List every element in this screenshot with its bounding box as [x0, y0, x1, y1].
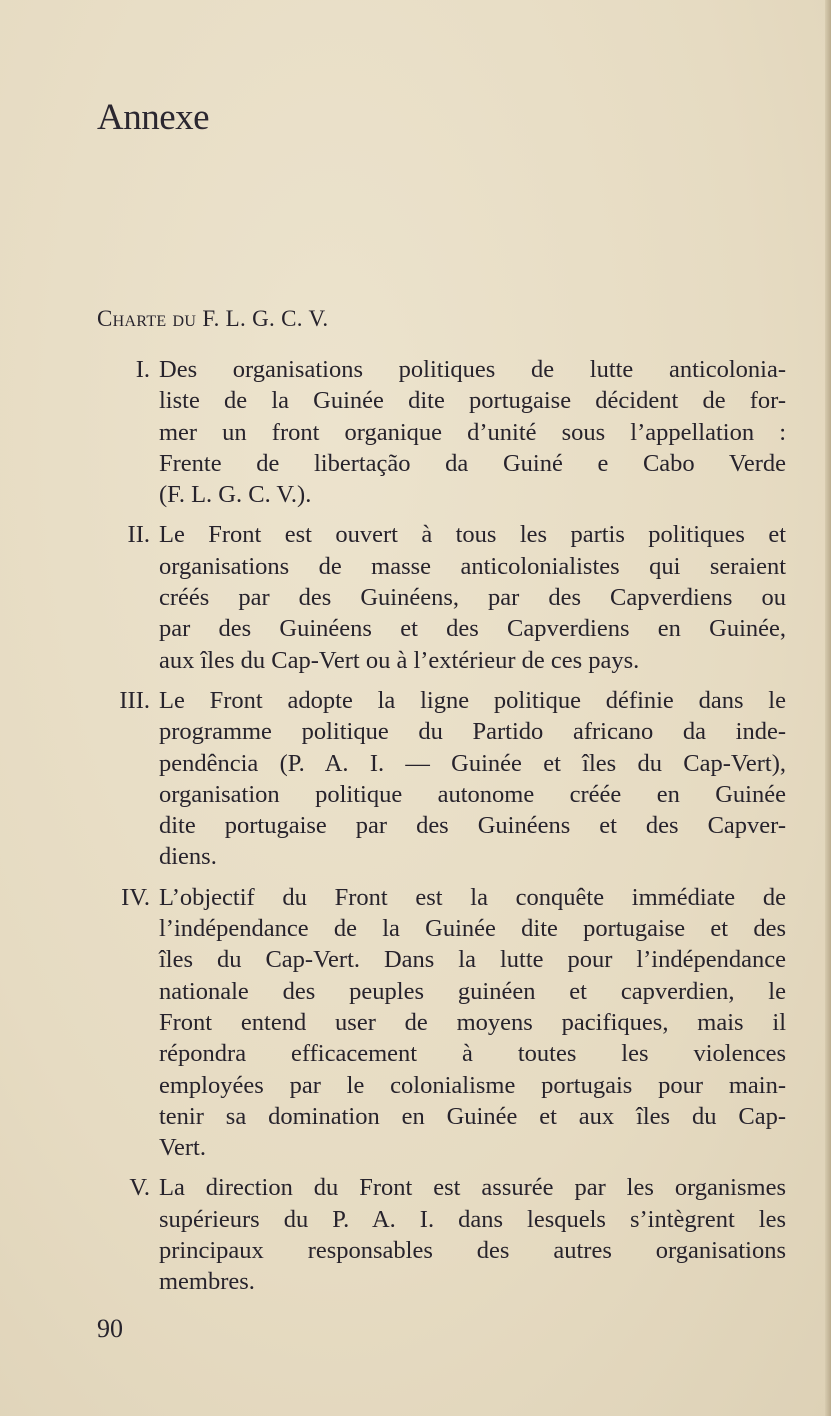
text-line: L’objectif du Front est la conquête immédiate de: [159, 883, 786, 911]
text-line: programme politique du Partido africano da inde-: [159, 718, 786, 746]
article-number: II.: [127, 521, 150, 549]
charter-articles: [90, 354, 786, 1307]
text-line: organisation politique autonome créée en Guinée: [159, 780, 786, 808]
article-number: I.: [135, 356, 150, 383]
text-line: supérieurs du P. A. I. dans lesquels s’intègrent les: [159, 1205, 786, 1233]
text-line: Front entend user de moyens pacifiques, mais il: [159, 1008, 786, 1036]
text-line: l’indépendance de la Guinée dite portugaise et des: [159, 915, 786, 943]
text-line: mer un front organique d’unité sous l’appellation :: [159, 418, 786, 446]
section-heading: Charte du F. L. G. C. V.: [97, 306, 329, 331]
text-line: tenir sa domination en Guinée et aux îles du Cap-: [159, 1102, 786, 1130]
text-line: Frente de libertação da Guiné e Cabo Verde: [159, 449, 786, 477]
page-number: 90: [97, 1314, 123, 1343]
article: [90, 354, 786, 510]
text-line: Le Front est ouvert à tous les partis politiques et: [159, 521, 786, 549]
article: [90, 882, 786, 1164]
text-line: nationale des peuples guinéen et capverdien, le: [159, 977, 786, 1005]
text-line: Vert.: [159, 1134, 206, 1162]
page-title: Annexe: [97, 97, 210, 138]
text-line: (F. L. G. C. V.).: [159, 481, 312, 509]
text-line: répondra efficacement à toutes les violences: [159, 1040, 786, 1068]
article: [90, 1172, 786, 1297]
article-number: III.: [119, 686, 150, 714]
article-text: [159, 1172, 786, 1297]
article-text: [159, 519, 786, 675]
text-line: employées par le colonialisme portugais pour main-: [159, 1071, 786, 1099]
article: [90, 685, 786, 873]
text-line: créés par des Guinéens, par des Capverdiens ou: [159, 584, 786, 612]
text-line: aux îles du Cap-Vert ou à l’extérieur de ces pays.: [159, 646, 640, 674]
text-line: par des Guinéens et des Capverdiens en Guinée,: [159, 615, 786, 643]
article-text: [159, 882, 786, 1164]
article-number: IV.: [121, 883, 150, 911]
text-line: îles du Cap-Vert. Dans la lutte pour l’indépendance: [159, 946, 786, 974]
article-text: [159, 354, 786, 510]
text-line: organisations de masse anticolonialistes qui seraient: [159, 552, 786, 580]
article: [90, 519, 786, 675]
text-line: diens.: [159, 843, 217, 871]
text-line: La direction du Front est assurée par les organismes: [159, 1174, 786, 1202]
article-number: V.: [129, 1174, 150, 1202]
article-text: [159, 685, 786, 873]
text-line: membres.: [159, 1268, 255, 1296]
text-line: dite portugaise par des Guinéens et des Capver-: [159, 812, 786, 840]
text-line: pendência (P. A. I. — Guinée et îles du Cap-Vert),: [159, 749, 786, 777]
text-line: Des organisations politiques de lutte anticolonia-: [159, 356, 786, 383]
text-line: Le Front adopte la ligne politique définie dans le: [159, 686, 786, 714]
text-line: principaux responsables des autres organisations: [159, 1237, 786, 1265]
page-edge: [825, 0, 831, 1416]
text-line: liste de la Guinée dite portugaise décident de for-: [159, 387, 786, 415]
